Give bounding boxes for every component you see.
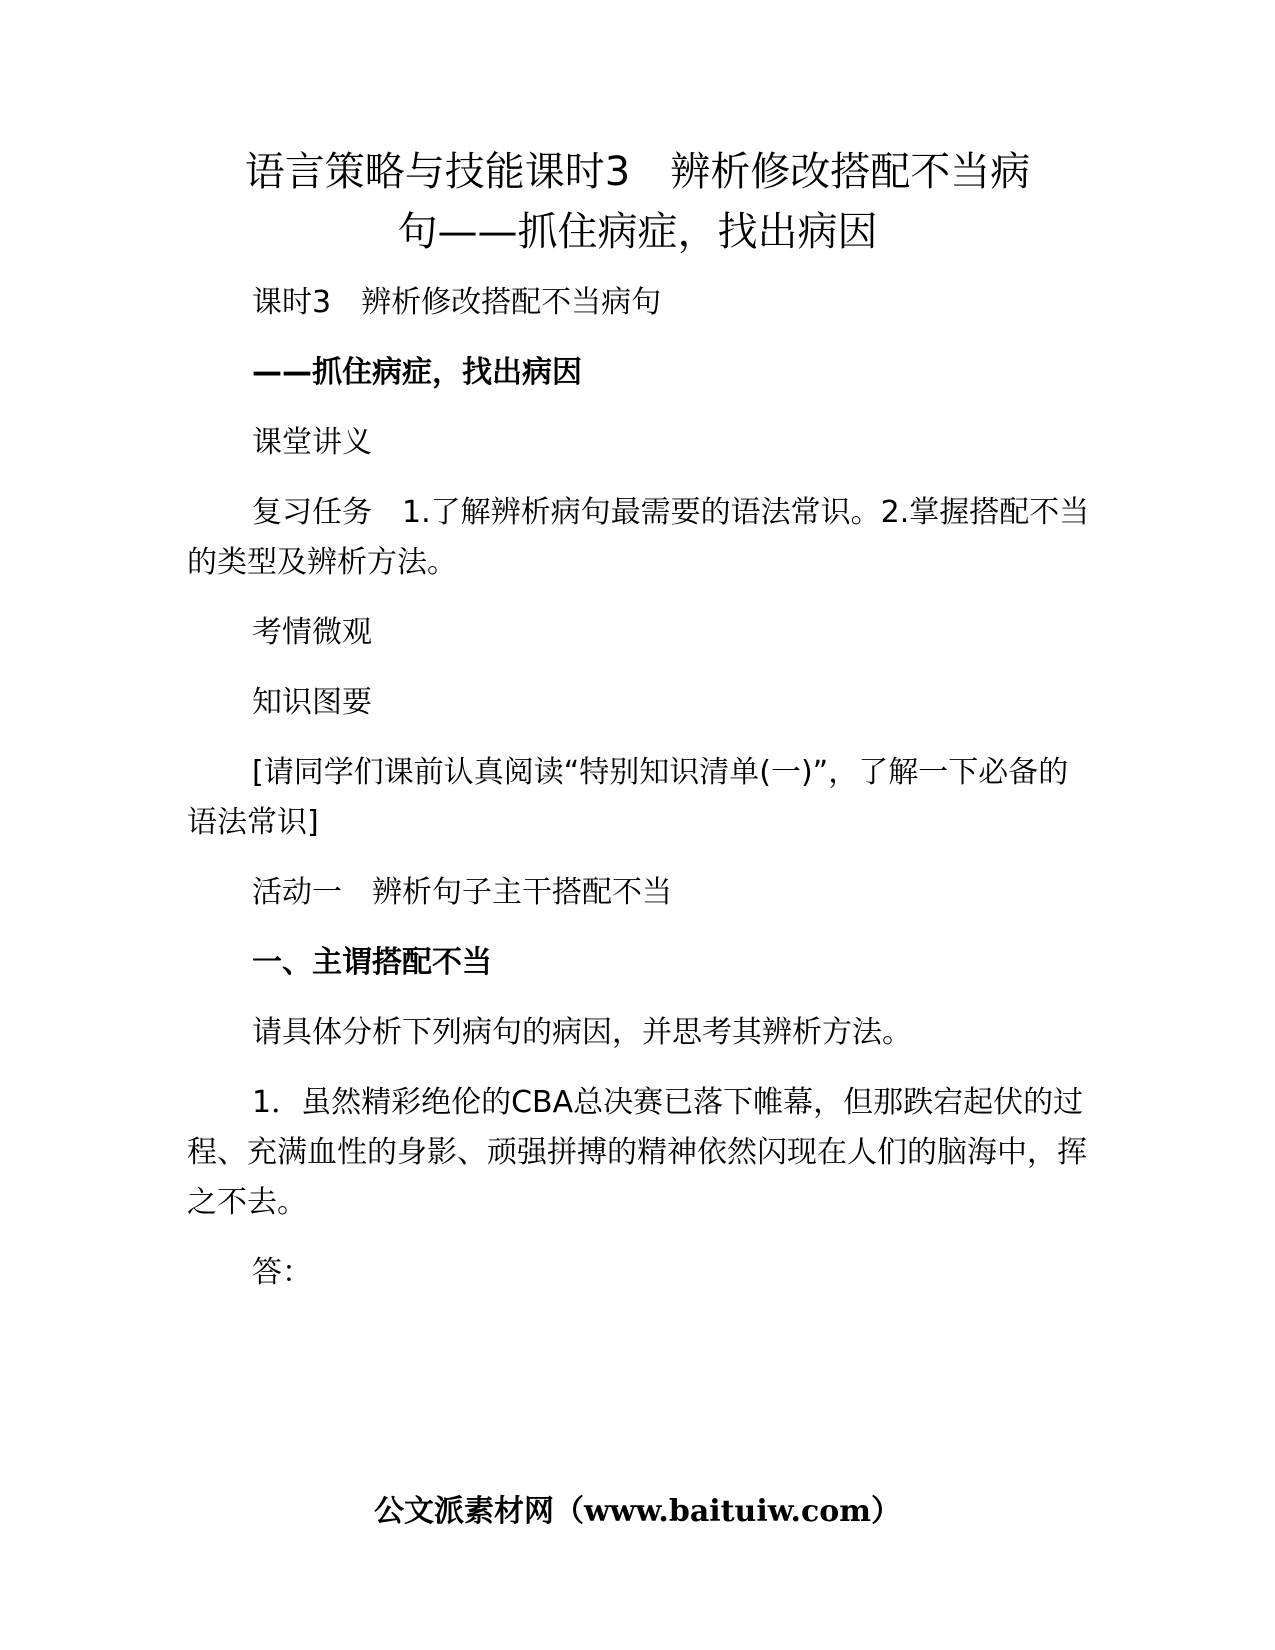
reading-note-paragraph: [请同学们课前认真阅读“特别知识清单(一)”，了解一下必备的语法常识] [187,755,1069,840]
title-line-1: 语言策略与技能课时3 辨析修改搭配不当病 [244,149,1031,195]
section-exam-overview: 考情微观 [252,615,372,650]
footer-watermark: 公文派素材网（www.baituiw.com） [373,1494,902,1529]
answer-label: 答： [252,1255,312,1290]
title-line-2: 句——抓住病症，找出病因 [397,209,878,255]
lesson-heading: 课时3 辨析修改搭配不当病句 [252,285,662,320]
document-title [180,142,1095,262]
subject-predicate-heading: 一、主谓搭配不当 [252,945,492,980]
lesson-subheading: ——抓住病症，找出病因 [252,355,582,390]
section-lecture-notes: 课堂讲义 [252,425,372,460]
document-body [187,278,1092,1318]
activity-one-heading: 活动一 辨析句子主干搭配不当 [252,875,672,910]
review-task-paragraph: 复习任务 1.了解辨析病句最需要的语法常识。2.掌握搭配不当的类型及辨析方法。 [187,495,1090,580]
instruction-paragraph: 请具体分析下列病句的病因，并思考其辨析方法。 [252,1015,912,1050]
example-sentence-1: 1．虽然精彩绝伦的CBA总决赛已落下帷幕，但那跌宕起伏的过程、充满血性的身影、顽强拼搏的精神依然闪现在人们的脑海中，挥之不去。 [187,1085,1087,1220]
section-knowledge-map: 知识图要 [252,685,372,720]
